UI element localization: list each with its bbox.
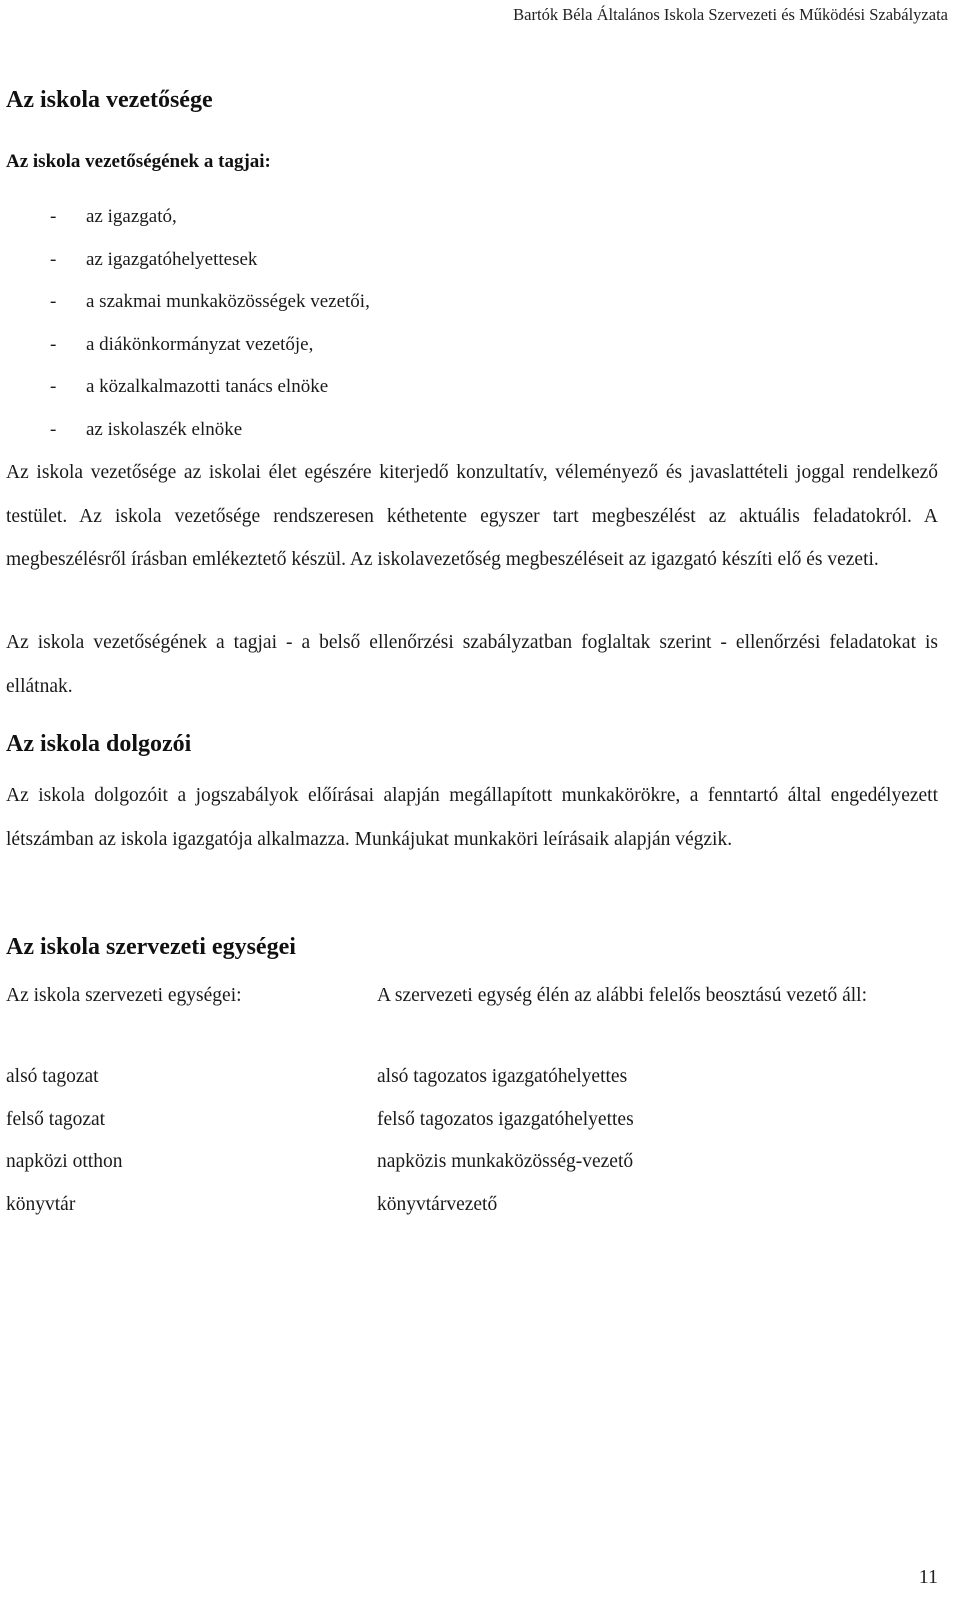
section-title-leadership: Az iskola vezetősége [6,87,213,113]
section-title-staff: Az iskola dolgozói [6,731,192,757]
leadership-paragraph-2: Az iskola vezetőségének a tagjai - a belső ellenőrzési szabályzatban foglaltak szerint - ellenőrzési feladatokat is ellátnak. [6,632,938,697]
units-column [6,974,346,1215]
list-item: napközis munkaközösség-vezető [377,1151,634,1172]
list-item [6,281,370,324]
staff-paragraph: Az iskola dolgozóit a jogszabályok előírásai alapján megállapított munkakörökre, a fenntartó által engedélyezett létszámban az iskola igazgatója alkalmazza. Munkájukat munkaköri leírásaik alapján végzik. [6,785,938,850]
members-list [6,196,370,451]
dash-bullet [6,366,86,409]
list-item [6,409,370,452]
list-item-text: a szakmai munkaközösségek vezetői, [86,291,370,312]
list-item-text: az igazgató, [86,206,177,227]
list-item: könyvtár [6,1193,76,1215]
list-item: felső tagozatos igazgatóhelyettes [377,1108,634,1130]
leaders-column-heading: A szervezeti egység élén az alábbi felelős beosztású vezető áll: [377,985,867,1006]
members-heading: Az iskola vezetőségének a tagjai: [6,151,271,172]
units-list [6,1056,122,1226]
leaders-column [377,974,938,1215]
list-item-text: az iskolaszék elnöke [86,418,243,440]
dash-bullet [6,324,86,367]
list-item: felső tagozat [6,1108,106,1130]
dash-bullet [6,281,86,324]
leadership-paragraph-1: Az iskola vezetősége az iskolai élet egészére kiterjedő konzultatív, véleményező és javaslattételi joggal rendelkező testület. Az iskola vezetősége rendszeresen kéthetente egyszer tart megbeszélést az aktuális feladatokról. A megbeszélésről írásban emlékeztető készül. Az iskolavezetőség megbeszéléseit az igazgató készíti elő és vezeti. [6,462,938,570]
list-item: alsó tagozat [6,1066,99,1087]
list-item: könyvtárvezető [377,1193,498,1215]
list-item [6,324,370,367]
list-item: napközi otthon [6,1151,123,1172]
list-item: alsó tagozatos igazgatóhelyettes [377,1066,628,1087]
running-header: Bartók Béla Általános Iskola Szervezeti és Működési Szabályzata [513,5,948,24]
list-item-text: az igazgatóhelyettesek [86,248,258,270]
dash-bullet [6,239,86,282]
leaders-list [377,1056,634,1226]
units-column-heading: Az iskola szervezeti egységei: [6,985,242,1006]
dash-bullet [6,196,86,239]
dash-bullet [6,409,86,452]
list-item-text: a közalkalmazotti tanács elnöke [86,376,329,397]
page-number: 11 [918,1566,938,1588]
list-item [6,239,370,282]
list-item [6,196,370,239]
list-item-text: a diákönkormányzat vezetője, [86,333,314,355]
section-title-units: Az iskola szervezeti egységei [6,934,296,960]
list-item [6,366,370,409]
